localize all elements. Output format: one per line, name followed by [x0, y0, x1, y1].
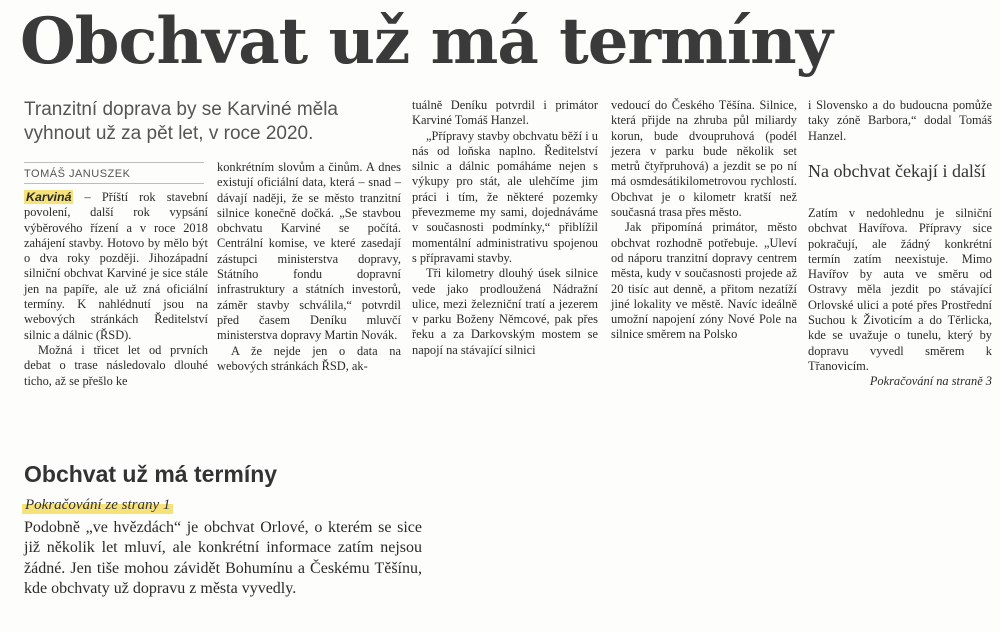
- paragraph: vedoucí do Českého Těšína. Silnice, která přijde na zhruba půl miliardy korun, bude dvoupruhová (podél jezera v parku bude několik set metrů čtyřpruhová) a jezdit se po ní má osmdesátikilometrovou rychlostí. Obchvat je o kilometr kratší než současná trasa přes město.: [611, 98, 797, 220]
- paragraph: Zatím v nedohlednu je silniční obchvat Havířova. Přípravy sice pokračují, ale žádný konkrétní termín zatím neexistuje. Mimo Havířov by auta ve směru od Ostravy měla jezdit po stávající Orlovské ulici a poté přes Prostřední Suchou k Životicím a do Těrlicka, kde se uvažuje o tunelu, který by dopravu vyvedl směrem k Třanovicím.: [808, 206, 992, 373]
- article-headline: Obchvat už má termíny: [20, 4, 832, 79]
- continued-reference: Pokračování na straně 3: [869, 374, 992, 389]
- article-subheading: Na obchvat čekají i další: [808, 161, 986, 181]
- article-column-2: [217, 160, 401, 374]
- article-subtitle: Tranzitní doprava by se Karviné měla vyhnout už za pět let, v roce 2020.: [24, 99, 339, 144]
- paragraph: Tři kilometry dlouhý úsek silnice vede jako prodloužená Nádražní ulice, mezi železniční tratí a jezerem v parku Boženy Němcové, pak přes řeku a za Darkovským mostem se napojí na stávající silnici: [412, 266, 598, 357]
- article-column-5-continued: [808, 206, 992, 390]
- paragraph-text: – Příští rok stavební povolení, další rok vypsání výběrového řízení a v roce 2018 zahájení stavby. Hotovo by mělo být o dva roky později. Jihozápadní silniční obchvat Karviné je sice stále jen na papíře, ale už zná oficiální termíny. K nahlédnutí jsou na webových stránkách Ředitelství silnic a dálnic (ŘSD).: [24, 190, 208, 342]
- article-column-1: [24, 190, 208, 389]
- article-column-5: [808, 98, 992, 144]
- paragraph: Možná i třicet let od prvních debat o trase následovalo dlouhé ticho, až se přešlo ke: [24, 342, 208, 388]
- author-rule-bottom: [24, 183, 204, 184]
- continued-from-reference: Pokračování ze strany 1: [22, 496, 173, 514]
- continuation-body: Podobně „ve hvězdách“ je obchvat Orlové, o kterém se sice již několik let mluví, ale konkrétní informace zatím nejsou žádné. Jen tiše mohou závidět Bohumínu a Českému Těšínu, kde obchvaty už dopravu z města vyvedly.: [24, 519, 422, 598]
- article-column-3: [412, 98, 598, 358]
- paragraph: Jak připomíná primátor, město obchvat rozhodně potřebuje. „Uleví od náporu tranzitní dopravy centrem města, kudy v současnosti projede až 20 tisíc aut denně, a přitom nezatíží jiné lokality ve městě. Navíc ideálně umožní napojení zóny Nové Pole na silnice směrem na Polsko: [611, 220, 797, 342]
- continuation-headline: Obchvat už má termíny: [24, 461, 278, 487]
- paragraph: [24, 190, 208, 343]
- author-rule: [24, 162, 204, 163]
- dateline-place: Karviná: [26, 190, 72, 204]
- paragraph: A že nejde jen o data na webových stránkách ŘSD, ak-: [217, 343, 401, 373]
- paragraph: konkrétním slovům a činům. A dnes existují oficiální data, která – snad – dávají naději, že se město tranzitní silnice konečně dočká. „Se stavbou obchvatu Karviné se počítá. Centrální komise, ve které zasedají zástupci ministerstva dopravy, Státního fondu dopravní infrastruktury a státních investorů, záměr stavby schválila,“ potvrdil před časem Deníku mluvčí ministerstva dopravy Martin Novák.: [217, 160, 401, 343]
- paragraph: „Přípravy stavby obchvatu běží i u nás od loňska naplno. Ředitelství silnic a dálnic pomáháme nejen s výkupy pro stát, ale ulehčíme jim práci i tím, že některé pozemky převezmeme my sami, dojednáváme v současnosti podmínky,“ přiblížil momentální administrativu spojenou s přípravami stavby.: [412, 128, 598, 265]
- paragraph: i Slovensko a do budoucna pomůže taky zóně Barbora,“ dodal Tomáš Hanzel.: [808, 98, 992, 143]
- article-column-4: [611, 98, 797, 343]
- paragraph: tuálně Deníku potvrdil i primátor Karviné Tomáš Hanzel.: [412, 98, 598, 128]
- article-author: TOMÁŠ JANUSZEK: [24, 168, 131, 180]
